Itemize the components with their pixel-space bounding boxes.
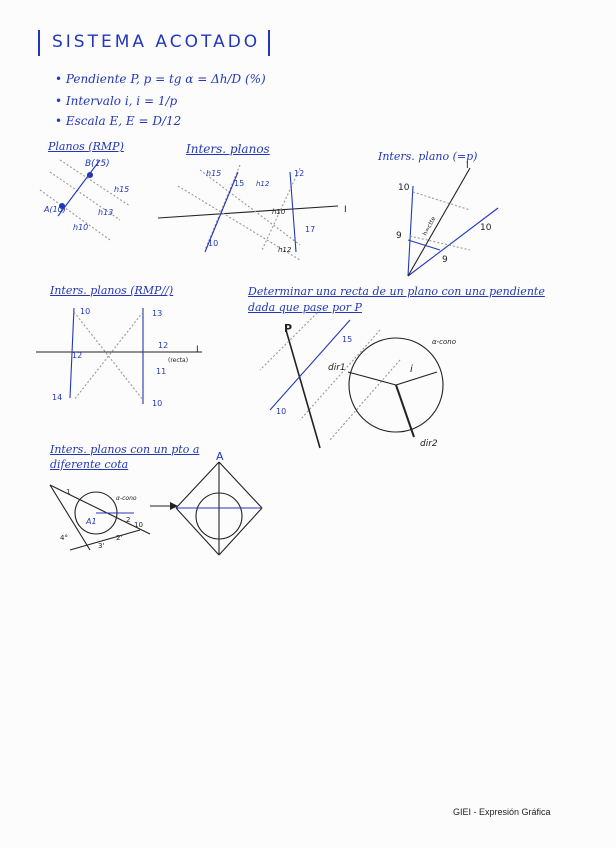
d5-p: P (284, 322, 293, 335)
d1-b-label: B(15) (85, 159, 110, 169)
d2-h12a: h12 (256, 180, 270, 188)
d3-t9: 9 (396, 231, 402, 241)
d2-h15a: h15 (206, 169, 222, 178)
d1-h10: h10 (73, 223, 89, 232)
d3-t9b: 9 (442, 255, 448, 265)
footer-text: GIEI - Expresión Gráfica (453, 807, 551, 817)
d2-i-label: I (344, 205, 347, 215)
d2-h10x: h10 (272, 208, 286, 216)
d4-a12: 12 (72, 351, 83, 360)
d3-mid: h=ctte (421, 215, 438, 237)
diagram-inters-planos-rmp-par (36, 308, 202, 404)
d6-a: A (216, 450, 224, 463)
d6-one: 1 (66, 488, 71, 496)
d6-cono: α-cono (116, 495, 137, 502)
d4-a11: 11 (156, 367, 167, 376)
d4-a10b: 10 (152, 399, 163, 408)
d5-v15: 15 (342, 335, 353, 344)
d5-cono: α-cono (432, 338, 456, 346)
d4-rect: (recta) (168, 357, 189, 364)
d4-a14: 14 (52, 393, 63, 402)
section-inters-diferente-cota: Inters. planos con un pto a diferente cota (50, 443, 200, 471)
d4-a13: 13 (152, 309, 163, 318)
diagram-inters-planos (158, 165, 338, 260)
d6-n3: 3' (98, 542, 105, 550)
section-inters-planos-rmp-par: Inters. planos (RMP//) (50, 284, 174, 297)
d6-n10: 10 (134, 521, 143, 529)
d2-v12: 12 (294, 169, 305, 178)
d3-t10: 10 (398, 183, 410, 193)
definition-escala: • Escala E, E = D/12 (55, 114, 182, 128)
d2-v10: 10 (208, 239, 219, 248)
d6-a1: A1 (86, 517, 97, 526)
diagram-inters-plano-eq-p (408, 168, 498, 276)
d4-a10: 10 (80, 307, 91, 316)
section-inters-plano-eq-p: Inters. plano (=p) (378, 150, 478, 163)
section-inters-planos: Inters. planos (186, 142, 270, 156)
d6-ang4: 4° (60, 534, 68, 542)
d5-i: i (410, 364, 413, 375)
d3-i-label: I (466, 161, 469, 171)
d3-t10b: 10 (480, 223, 492, 233)
d2-v17: 17 (305, 225, 316, 234)
d1-h13: h13 (98, 208, 114, 217)
d6-two: 2 (126, 516, 131, 524)
d4-i-label: I (196, 345, 199, 355)
diagram-diferente-cota (50, 462, 262, 555)
d1-h15: h15 (114, 185, 130, 194)
d5-dir1: dir1 (328, 363, 346, 373)
d5-dir2: dir2 (420, 439, 438, 449)
page-title: SISTEMA ACOTADO (52, 32, 261, 52)
d6-n2: 2' (116, 534, 123, 542)
definition-intervalo: • Intervalo i, i = 1/p (55, 94, 178, 108)
d4-a12b: 12 (158, 341, 169, 350)
d5-v10: 10 (276, 407, 287, 416)
section-recta-pendiente: Determinar una recta de un plano con una pendiente dada que pase por P (248, 285, 545, 314)
section-planos-rmp: Planos (RMP) (48, 140, 124, 153)
d2-h12b: h12 (278, 246, 292, 254)
d2-v15: 15 (234, 179, 245, 188)
definition-pendiente: • Pendiente P, p = tg α = Δh/D (%) (55, 72, 266, 86)
d1-a-label: A(10) (44, 205, 66, 214)
